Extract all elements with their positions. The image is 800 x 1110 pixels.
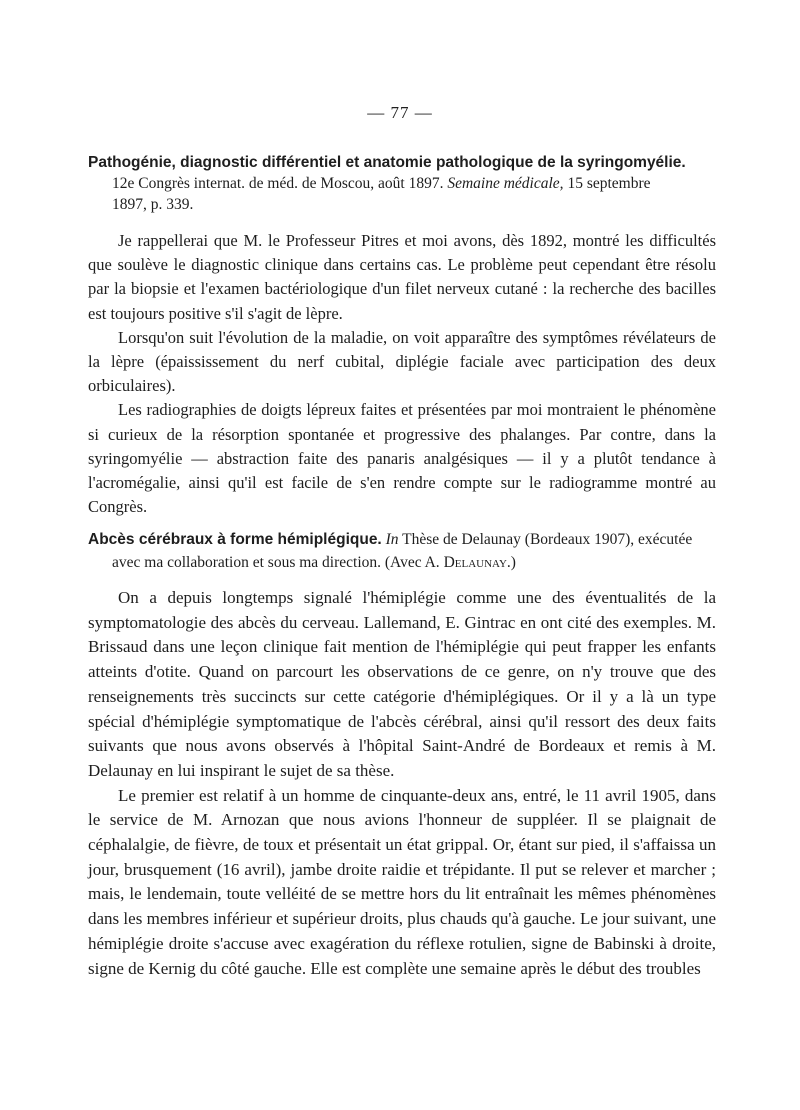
paragraph: Le premier est relatif à un homme de cinquante-deux ans, entré, le 11 avril 1905, dans le service de M. Arnozan que nous avions l'honneur de suppléer. Il se plaignait de céphalalgie, de fièvre, de toux et présentait un état grippal. Or, étant sur pied, il s'affaissa un jour, brusquement (16 avril), jambe droite raidie et trépidante. Il put se relever et marcher ; mais, le lendemain, toute velléité de se mettre hors du lit entraînait les mêmes phénomènes dans les membres inférieur et supérieur droits, plus chauds qu'à gauche. Le jour suivant, une hémiplégie droite s'accuse avec exagération du réflexe rotulien, signe de Babinski à droite, signe de Kernig du côté gauche. Elle est complète une semaine après le début des troubles	[88, 785, 716, 978]
section1-header	[88, 152, 718, 215]
paragraph: Lorsqu'on suit l'évolution de la maladie, on voit apparaître des symptômes révélateurs de la lèpre (épaississement du nerf cubital, diplégie faciale avec participation des deux orbiculaires).	[88, 327, 716, 396]
reference-text: Thèse de Delaunay (Bordeaux 1907), exécutée	[398, 531, 693, 548]
reference-text: .)	[506, 554, 516, 571]
section1-body	[88, 229, 716, 519]
section1-reference	[88, 173, 718, 194]
section2-title-line	[88, 528, 718, 551]
section2-reference-line2	[88, 551, 718, 574]
section2-body	[88, 586, 716, 981]
paragraph: Je rappellerai que M. le Professeur Pitres et moi avons, dès 1892, montré les difficultés que soulève le diagnostic clinique dans certains cas. Le problème peut cependant être résolu par la biopsie et l'examen bactériologique d'un filet nerveux cutané : la recherche des bacilles est toujours positive s'il s'agit de lèpre.	[88, 231, 716, 323]
reference-text: 12e Congrès internat. de méd. de Moscou, août 1897.	[112, 175, 448, 192]
section1-reference-line2: 1897, p. 339.	[112, 196, 194, 213]
section1-title: Pathogénie, diagnostic différentiel et anatomie pathologique de la syringomyélie.	[88, 154, 686, 171]
paragraph: On a depuis longtemps signalé l'hémiplégie comme une des éventualités de la symptomatologie des abcès du cerveau. Lallemand, E. Gintrac en ont cité des exemples. M. Brissaud dans une leçon clinique fait mention de l'hémiplégie qui peut frapper les enfants atteints d'otite. Quand on parcourt les observations de ce genre, on n'y trouve que des renseignements très succincts sur cette catégorie d'hémiplégiques. Or il y a là un type spécial d'hémiplégie symptomatique de l'abcès cérébral, ainsi qu'il ressort des deux faits suivants que nous avons observés à l'hôpital Saint-André de Bordeaux et remis à M. Delaunay en lui inspirant le sujet de sa thèse.	[88, 588, 716, 780]
page-number: — 77 —	[367, 103, 433, 122]
in-word: In	[385, 531, 399, 548]
author-name: Delaunay	[443, 554, 507, 571]
section2-header	[88, 528, 718, 574]
paragraph: Les radiographies de doigts lépreux faites et présentées par moi montraient le phénomène si curieux de la résorption spontanée et progressive des phalanges. Par contre, dans la syringomyélie — abstraction faite des panaris analgésiques — il y a plutôt tendance à l'acromégalie, ainsi qu'il est facile de s'en rendre compte sur le radiogramme montré au Congrès.	[88, 400, 716, 517]
section2-title: Abcès cérébraux à forme hémiplégique.	[88, 531, 382, 548]
reference-date: 15 septembre	[563, 175, 651, 192]
reference-text: avec ma collaboration et sous ma direction. (Avec A.	[112, 554, 444, 571]
journal-name: Semaine médicale,	[447, 175, 564, 192]
